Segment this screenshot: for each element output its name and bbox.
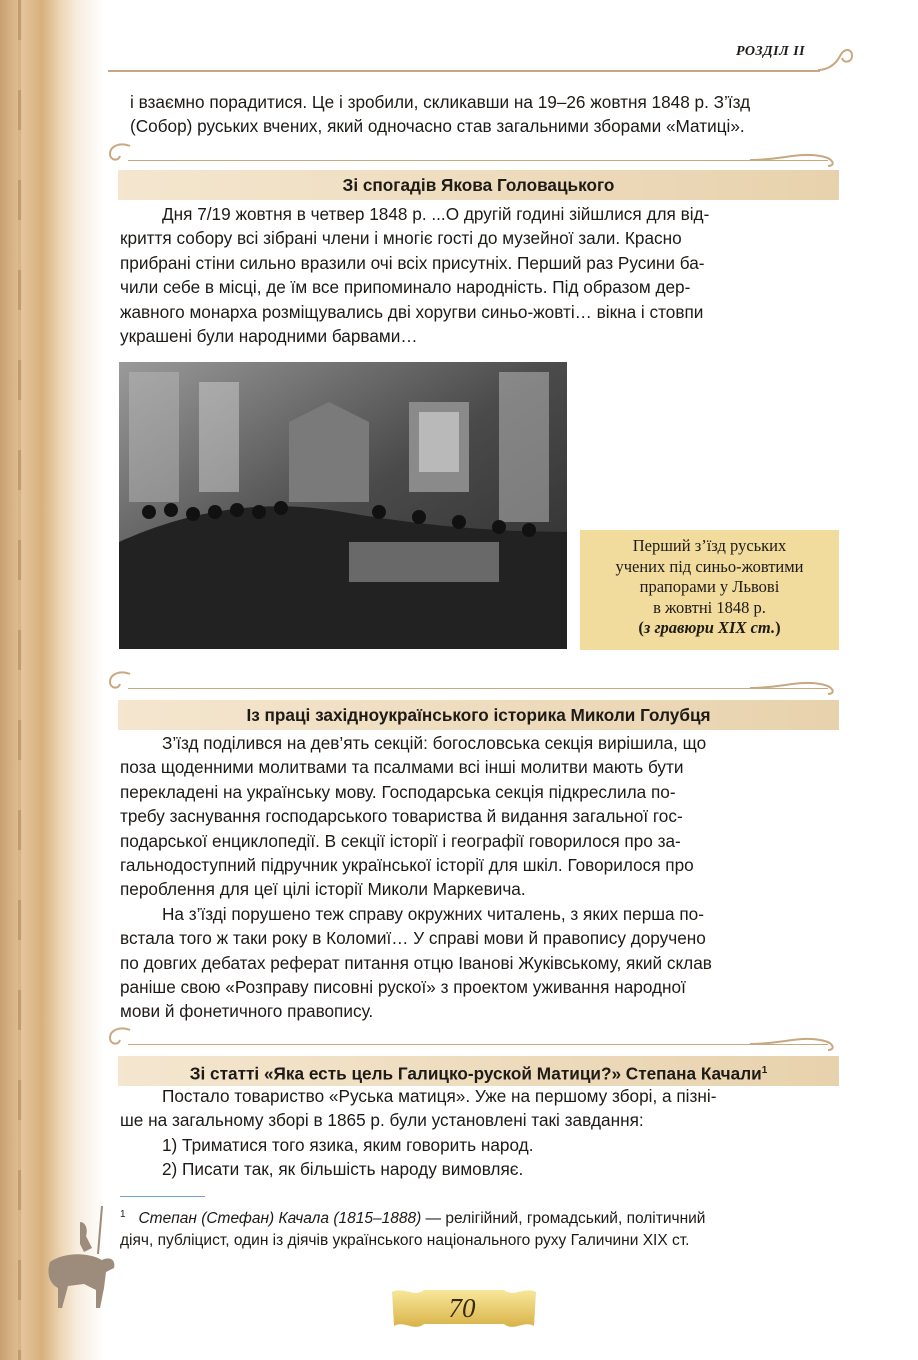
caption-line: учених під синьо-жовтими [615,556,804,576]
caption-source-line [580,618,839,639]
excerpt-body [120,731,829,1024]
footnote-marker: 1 [120,1209,126,1220]
ornament-curl-icon [816,42,856,76]
text-line: по довгих дебатах реферат питання отцю Іванові Жуківському, який склав [120,952,712,973]
ornament-curl-icon [750,676,840,700]
footnote-name: Степан (Стефан) Качала (1815–1888) [138,1210,422,1228]
ornament-curl-icon [100,138,140,168]
intro-paragraph [130,90,830,139]
text-line: З’їзд поділився на дев’ять секцій: богословська секція вирішила, що [162,733,707,753]
text-line: встала того ж таки року в Коломиї… У справі мови й правопису доручено [120,928,706,949]
list-item: 2) Писати так, як більшість народу вимовляє. [162,1159,524,1180]
section-rule [128,160,828,161]
excerpt-heading-text: Зі статті «Яка есть цель Галицко-руской Матици?» Степана Качали [189,1063,762,1084]
horseman-silhouette-icon [40,1204,120,1314]
text-line: ше на загальному зборі в 1865 р. були установлені такі завдання: [120,1110,644,1131]
section-rule [128,688,828,689]
text-line: украшені були народними барвами… [120,326,418,347]
page-number: 70 [448,1293,476,1323]
footnote-text: — релігійний, громадський, політичний [421,1210,706,1228]
caption-line: Перший з’їзд руських [632,536,787,555]
page-edge-decoration [0,0,76,1360]
text-line: раніше свою «Розправу писовні рускої» з проектом уживання народної [120,977,686,998]
header-rule [108,70,820,72]
caption-line: прапорами у Львові [639,577,780,596]
text-line: поза щоденними молитвами та псалмами всі інші молитви мають бути [120,757,684,778]
list-item: 1) Триматися того язика, яким говорить народ. [162,1134,534,1155]
text-line: (Собор) руських вчених, який одночасно став загальними зборами «Матиці». [130,116,745,137]
text-line: перекладені на українську мову. Господарська секція підкреслила по- [120,781,676,802]
excerpt-heading: Із праці західноукраїнського історика Миколи Голубця [118,700,839,730]
caption-paren-close: ) [775,618,781,637]
text-line: На з’їзді порушено теж справу окружних читалень, з яких перша по- [162,903,704,924]
footnote-rule [120,1196,205,1197]
excerpt-body [120,202,829,348]
text-line: і взаємно порадитися. Це і зробили, скликавши на 19–26 жовтня 1848 р. З’їзд [130,92,751,112]
figure-caption [580,530,839,650]
excerpt-heading [118,1056,839,1086]
text-line: пероблення для цеї цілі історії Миколи Маркевича. [120,879,526,900]
caption-line: в жовтні 1848 р. [653,597,766,617]
excerpt-heading: Зі спогадів Якова Головацького [118,170,839,200]
text-line: мови й фонетичного правопису. [120,1001,374,1022]
ornament-curl-icon [750,1032,840,1056]
section-label: РОЗДІЛ ІІ [736,44,806,59]
engraving-illustration [119,362,567,649]
section-rule [128,1044,828,1045]
ornament-curl-icon [750,148,840,172]
footnote-line [120,1204,840,1230]
text-line: подарської енциклопедії. В секції історії і географії говорилося про за- [120,830,681,851]
text-line: криття собору всі зібрані члени і многіє гості до музейної зали. Красно [120,228,682,249]
footnote-ref: 1 [761,1065,768,1076]
excerpt-body [120,1084,829,1182]
caption-source: з гравюри ХІХ ст. [643,618,776,637]
text-line: требу заснування господарського товариства й видання загальної гос- [120,806,683,827]
caption-paren-open: ( [638,618,644,637]
ornament-curl-icon [100,666,140,696]
text-line: Дня 7/19 жовтня в четвер 1848 р. ...О другій годині зійшлися для від- [162,204,710,224]
text-line: Постало товариство «Руська матиця». Уже на першому зборі, а пізні- [162,1086,717,1106]
text-line: жавного монарха розміщувались дві хоругви синьо-жовті… вікна і стовпи [120,301,704,322]
ornament-curl-icon [100,1022,140,1052]
text-line: гальнодоступний підручник української історії для шкіл. Говорилося про [120,855,694,876]
text-line: прибрані стіни сильно вразили очі всіх присутніх. Перший раз Русини ба- [120,252,705,273]
footnote [120,1204,840,1251]
engraving-image [119,362,567,649]
text-line: чили себе в місці, де їм все припоминало народність. Під образом дер- [120,277,691,298]
footnote-line: діяч, публіцист, один із діячів українського національного руху Галичини ХІХ ст. [120,1231,690,1249]
